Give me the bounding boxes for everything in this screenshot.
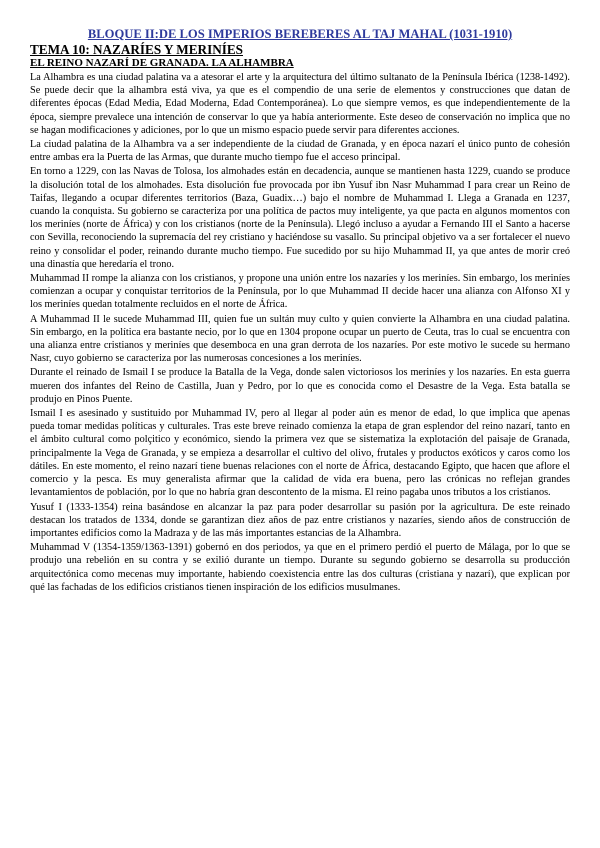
paragraph-yusuf-i: Yusuf I (1333-1354) reina basándose en alcanzar la paz para poder desarrollar su pasión por la agricultura. De este reinado destacan los tratados de 1334, donde se garantizan diez años de paz entre cristianos y nazaríes, siendo años de construcción de importantes edificios como la Madraza y de las más importantes estancias de la Alhambra. xyxy=(30,501,570,539)
section-subtitle: EL REINO NAZARÍ DE GRANADA. LA ALHAMBRA xyxy=(30,57,294,69)
paragraph-alhambra-intro: La Alhambra es una ciudad palatina va a atesorar el arte y la arquitectura del último sultanato de la Península Ibérica (1238-1492). Se puede decir que la alhambra está viva, ya que es el compendio de una serie de elementos y construcciones que datan de diferentes épocas (Edad Media, Edad Moderna, Edad Contemporánea). Lo que siempre vemos, es que independientemente de la época, siempre prevalece una intención de conservar lo que ya había anteriormente. Este deseo de conservación no implica que no se hagan modificaciones y adiciones, por lo que un mismo espacio puede servir para diferentes acciones. xyxy=(30,72,570,136)
paragraph-muhammad-i: En torno a 1229, con las Navas de Tolosa, los almohades están en decadencia, aunque se mantienen hasta 1229, cuando se produce la disolución total de los almohades. Esta disolución fue provocada por ibn Yusuf ibn Nasr Muhammad I para crear un Reino de Taifas, llegando a ocupar diferentes territorios (Baza, Guadix…) bajo el nombre de Muhammad I. Llega a Granada en 1237, cuando la conquista. Su gobierno se caracteriza por una política de pactos muy inteligente, ya que pacta en algunos momentos con los meriníes (norte de África) y con los cristianos (norte de la Península). Llegó incluso a ayudar a Fernando III el Santo a hacerse con Sevilla, reconociendo la supremacía del rey cristiano y haciéndose su vasallo. Su principal objetivo va a ser fortalecer el nuevo reino y consolidar el poder, reinando durante mucho tiempo. Fue sucedido por su hijo Muhammad II, ya que antes de morir creó una dinastía que heredaría el trono. xyxy=(30,166,570,270)
paragraph-ciudad-palatina: La ciudad palatina de la Alhambra va a ser independiente de la ciudad de Granada, y en época nazarí el único punto de cohesión entre ambas era la Puerta de las Armas, que durante mucho tiempo fue el acceso principal. xyxy=(30,139,570,164)
bloque-heading: BLOQUE II:DE LOS IMPERIOS BEREBERES AL TAJ MAHAL (1031-1910) xyxy=(87,27,513,41)
tema-heading: TEMA 10: NAZARÍES Y MERINÍES xyxy=(30,42,243,57)
paragraph-muhammad-iii: A Muhammad II le sucede Muhammad III, quien fue un sultán muy culto y quien convierte la Alhambra en una ciudad palatina. Sin embargo, en la política era bastante necio, por lo que en 1304 propone ocupar un puerto de Ceuta, tras lo cual se encuentra con una alianza entre cristianos y meriníes que desemboca en una gran derrota de los nazaríes. Por este motivo le sucede su hermano Nasr, cuyo gobierno se caracteriza por las numerosas concesiones a los meriníes. xyxy=(30,313,570,365)
paragraph-muhammad-ii: Muhammad II rompe la alianza con los cristianos, y propone una unión entre los nazaríes y los meriníes. Sin embargo, los meriníes comienzan a ocupar y conquistar territorios de la Península, por lo que Muhammad II decide hacer una alianza con Alfonso XI y los meriníes quedan totalmente recluidos en el norte de África. xyxy=(30,273,570,311)
paragraph-muhammad-iv: Ismail I es asesinado y sustituido por Muhammad IV, pero al llegar al poder aún es menor de edad, lo que implica que apenas pueda tomar medidas políticas y culturales. Tras este breve reinado comienza la etapa de gran esplendor del reino nazarí, tanto en el ámbito cultural como polçitico y económico, siendo la primera vez que se sistematiza la explotación del paisaje de Granada, principalmente la Vega de Granada, y se empieza a desarrollar el cultivo del olivo, frutales y productos exóticos y caros como los dátiles. En este momento, el reino nazarí tiene buenas relaciones con el norte de África, destacando Egipto, que hacen que aflore el comercio y la pesca. Es muy generalista afirmar que la calidad de vida era buena, pero las crónicas no reflejan grandes levantamientos de población, por lo que no habría gran descontento de la misma. El reino pagaba unos tributos a los cristianos. xyxy=(30,408,570,499)
paragraph-ismail-i: Durante el reinado de Ismail I se produce la Batalla de la Vega, donde salen victoriosos los meriníes y los nazaríes. En esta guerra mueren dos infantes del Reino de Castilla, Juan y Pedro, por lo que es conocida como el Desastre de la Vega. Esta batalla se produjo en Pinos Puente. xyxy=(30,367,570,405)
paragraph-muhammad-v: Muhammad V (1354-1359/1363-1391) gobernó en dos periodos, ya que en el primero perdió el puerto de Málaga, por lo que se produjo una rebelión en su contra y se exilió durante un tiempo. Durante su segundo gobierno se desarrolla su producción arquitectónica como mecenas muy importante, habiendo coexistencia entre las dos culturas (cristiana y nazarí), que explican por qué las fachadas de los edificios cristianos tienen inspiración de los edificios musulmanes. xyxy=(30,542,570,593)
